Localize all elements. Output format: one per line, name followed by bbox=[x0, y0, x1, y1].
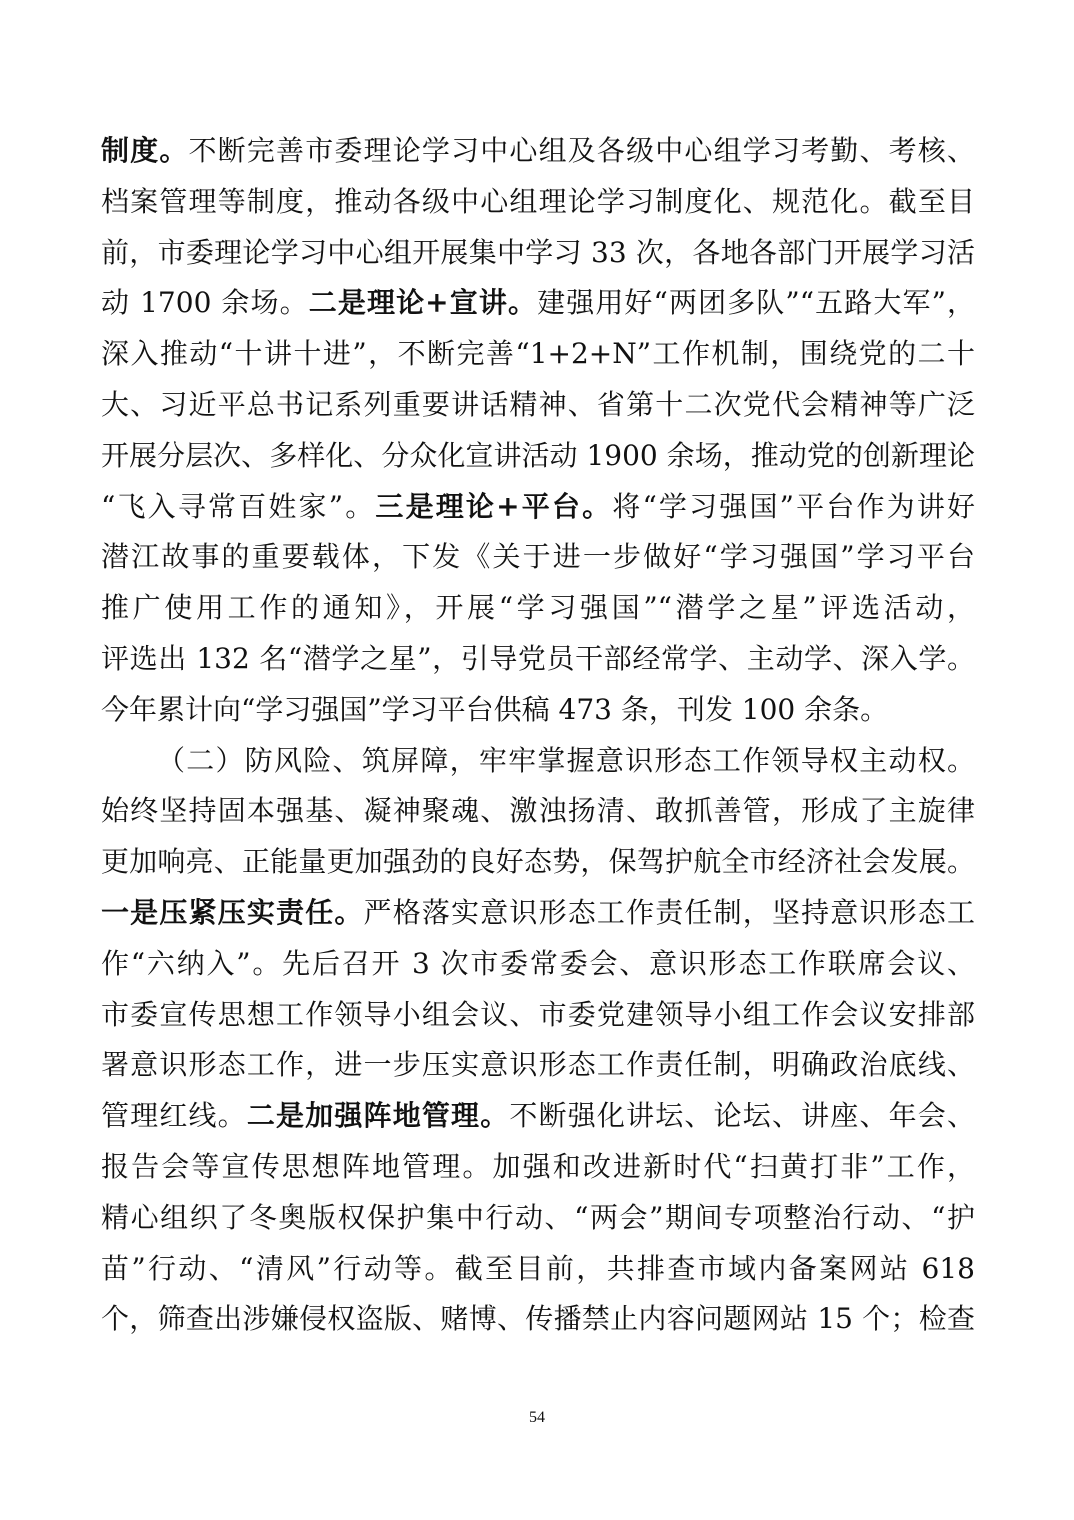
body-text-segment: 档案管理等制度，推动各级中心组理论学习制度化、规范化。截至目 bbox=[101, 184, 975, 218]
text-line bbox=[101, 1243, 975, 1294]
text-line bbox=[101, 125, 975, 176]
body-text-segment: 推广使用工作的通知》，开展“学习强国”“潜学之星”评选活动， bbox=[101, 591, 975, 625]
text-line bbox=[101, 481, 975, 532]
body-text-segment: 将“学习强国”平台作为讲好 bbox=[612, 489, 975, 523]
text-line bbox=[101, 277, 975, 328]
bold-heading-text: 三是理论+平台。 bbox=[375, 489, 613, 523]
body-text-segment: 建强用好“两团多队”“五路大军”， bbox=[537, 286, 976, 320]
body-text-segment: 严格落实意识形态工作责任制，坚持意识形态工 bbox=[363, 896, 975, 929]
text-line bbox=[101, 1039, 975, 1090]
text-line bbox=[101, 379, 975, 430]
body-text-segment: 动 1700 余场。 bbox=[101, 286, 309, 320]
body-text-segment: “飞入寻常百姓家”。 bbox=[101, 489, 376, 523]
body-text-segment: 潜江故事的重要载体，下发《关于进一步做好“学习强国”学习平台 bbox=[101, 540, 975, 574]
body-text-segment: 更加响亮、正能量更加强劲的良好态势，保驾护航全市经济社会发展。 bbox=[101, 845, 975, 879]
body-text-segment: 精心组织了冬奥版权保护集中行动、“两会”期间专项整治行动、“护 bbox=[101, 1200, 975, 1234]
text-line bbox=[101, 176, 975, 227]
bold-heading-text: 二是加强阵地管理。 bbox=[246, 1099, 510, 1133]
text-line bbox=[101, 582, 975, 633]
body-text-segment: 管理红线。 bbox=[101, 1099, 247, 1133]
text-line bbox=[157, 735, 975, 786]
text-line bbox=[101, 531, 975, 582]
text-line bbox=[101, 938, 975, 989]
bold-heading-text: 二是理论+宣讲。 bbox=[308, 286, 538, 320]
body-text-segment: 个，筛查出涉嫌侵权盗版、赌博、传播禁止内容问题网站 15 个；检查 bbox=[101, 1302, 975, 1336]
body-text-segment: 始终坚持固本强基、凝神聚魂、激浊扬清、敢抓善管，形成了主旋律 bbox=[101, 794, 975, 828]
text-line bbox=[101, 836, 975, 887]
body-text-segment: 前，市委理论学习中心组开展集中学习 33 次，各地各部门开展学习活 bbox=[101, 235, 975, 269]
text-line bbox=[101, 1090, 975, 1141]
body-text-segment: 不断完善市委理论学习中心组及各级中心组学习考勤、考核、 bbox=[188, 134, 975, 167]
page-number: 54 bbox=[529, 1409, 545, 1426]
body-text-segment: 市委宣传思想工作领导小组会议、市委党建领导小组工作会议安排部 bbox=[101, 997, 975, 1031]
text-line bbox=[101, 328, 975, 379]
text-line bbox=[101, 633, 975, 684]
text-line bbox=[101, 887, 975, 938]
text-line bbox=[101, 1293, 975, 1344]
body-text-segment: 大、习近平总书记系列重要讲话精神、省第十二次党代会精神等广泛 bbox=[101, 388, 975, 421]
text-line bbox=[101, 227, 975, 278]
text-line bbox=[101, 1192, 975, 1243]
bold-heading-text: 一是压紧压实责任。 bbox=[101, 896, 364, 929]
body-text-segment: 署意识形态工作，进一步压实意识形态工作责任制，明确政治底线、 bbox=[101, 1048, 975, 1082]
body-text-segment: 作“六纳入”。先后召开 3 次市委常委会、意识形态工作联席会议、 bbox=[101, 946, 975, 980]
body-text-segment: 今年累计向“学习强国”学习平台供稿 473 条，刊发 100 余条。 bbox=[101, 692, 889, 726]
text-line bbox=[101, 785, 975, 836]
body-text-segment: 深入推动“十讲十进”，不断完善“1+2+N”工作机制，围绕党的二十 bbox=[101, 337, 975, 371]
text-line bbox=[101, 1141, 975, 1192]
bold-heading-text: 制度。 bbox=[101, 134, 189, 167]
body-text-segment: 评选出 132 名“潜学之星”，引导党员干部经常学、主动学、深入学。 bbox=[101, 642, 975, 675]
text-line bbox=[101, 684, 975, 735]
body-text-segment: 不断强化讲坛、论坛、讲座、年会、 bbox=[509, 1099, 975, 1133]
body-text-segment: （二）防风险、筑屏障，牢牢掌握意识形态工作领导权主动权。 bbox=[157, 743, 975, 777]
text-line bbox=[101, 989, 975, 1040]
body-text-segment: 报告会等宣传思想阵地管理。加强和改进新时代“扫黄打非”工作， bbox=[101, 1150, 975, 1183]
body-text-segment: 苗”行动、“清风”行动等。截至目前，共排查市域内备案网站 618 bbox=[101, 1251, 975, 1285]
body-text-segment: 开展分层次、多样化、分众化宣讲活动 1900 余场，推动党的创新理论 bbox=[101, 438, 975, 472]
text-line bbox=[101, 430, 975, 481]
